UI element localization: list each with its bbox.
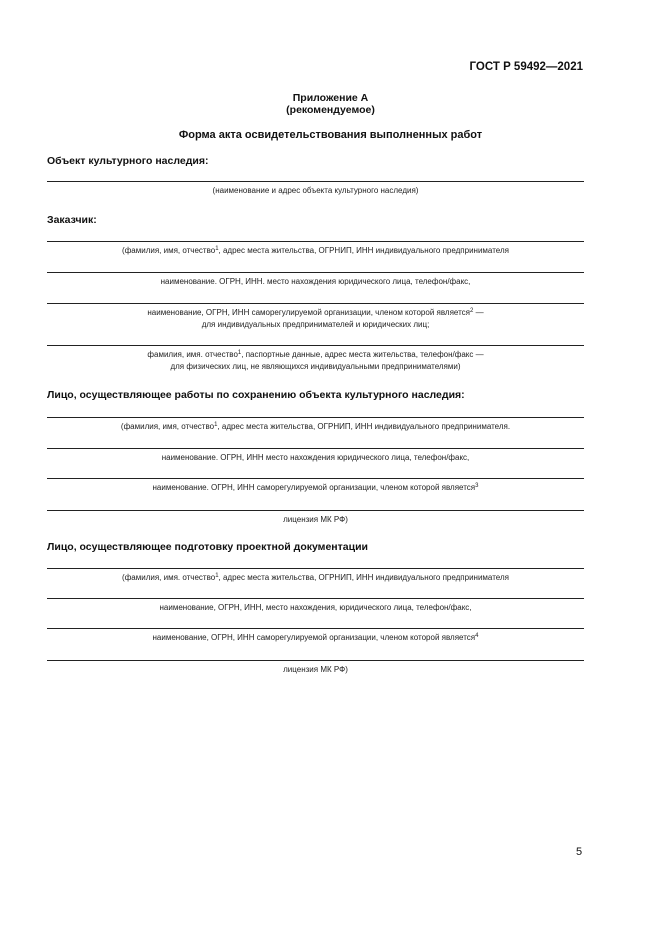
field-caption: наименование. ОГРН, ИНН место нахождения юридического лица, телефон/факс, (161, 453, 470, 462)
footnote-ref: 2 (470, 308, 474, 314)
field-caption: наименование, ОГРН, ИНН саморегулируемой организации, членом которой является$^4$ (152, 633, 479, 642)
fill-line (47, 448, 584, 449)
section-customer-title: Заказчик: (47, 214, 97, 226)
field-caption: наименование. ОГРН, ИНН саморегулируемой организации, членом которой является$^3$ (152, 483, 479, 492)
field-caption: наименование, ОГРН, ИНН саморегулируемой организации, членом которой является$^2$ — для индивидуальных предпринимателей и юридических лиц; (147, 308, 484, 329)
fill-line (47, 628, 584, 629)
fill-line (47, 660, 584, 661)
fill-line (47, 345, 584, 346)
footnote-ref: 1 (214, 422, 218, 428)
fill-line (47, 510, 584, 511)
footnote-ref: 4 (475, 633, 479, 639)
fill-line (47, 598, 584, 599)
section-object-title: Объект культурного наследия: (47, 155, 209, 167)
fill-line (47, 272, 584, 273)
footnote-ref: 1 (215, 246, 219, 252)
footnote-ref: 1 (237, 350, 242, 356)
fill-line (47, 181, 584, 182)
field-caption: фамилия, имя. отчество$^1$, паспортные данные, адрес места жительства, телефон/факс — для физических лиц, не являющихся индивидуальными предпринимателями) (147, 350, 484, 371)
standard-number: ГОСТ Р 59492—2021 (469, 61, 583, 73)
appendix-status: (рекомендуемое) (286, 104, 375, 116)
fill-line (47, 568, 584, 569)
field-caption: лицензия МК РФ) (283, 665, 348, 674)
fill-line (47, 478, 584, 479)
fill-line (47, 241, 584, 242)
field-caption: лицензия МК РФ) (283, 515, 348, 524)
field-caption: (фамилия, имя, отчество$^1$, адрес места жительства, ОГРНИП, ИНН индивидуального предпринимателя. (120, 422, 511, 431)
field-caption: (фамилия, имя, отчество$^1$, адрес места жительства, ОГРНИП, ИНН индивидуального предпринимателя (122, 246, 509, 255)
field-caption: (фамилия, имя. отчество$^1$, адрес места жительства, ОГРНИП, ИНН индивидуального предпринимателя (122, 573, 509, 582)
fill-line (47, 303, 584, 304)
form-title: Форма акта освидетельствования выполненных работ (178, 129, 483, 141)
field-caption: наименование, ОГРН, ИНН, место нахождения, юридического лица, телефон/факс, (159, 603, 472, 612)
section-designer-title: Лицо, осуществляющее подготовку проектной документации (47, 541, 368, 553)
field-caption: наименование. ОГРН, ИНН. место нахождения юридического лица, телефон/факс, (160, 277, 471, 286)
field-caption: (наименование и адрес объекта культурного наследия) (212, 186, 419, 195)
fill-line (47, 417, 584, 418)
footnote-ref: 3 (475, 483, 479, 489)
page-number: 5 (576, 846, 583, 858)
section-contractor-title: Лицо, осуществляющее работы по сохранению объекта культурного наследия: (47, 389, 465, 401)
appendix-title: Приложение А (292, 92, 369, 104)
footnote-ref: 1 (215, 573, 219, 579)
